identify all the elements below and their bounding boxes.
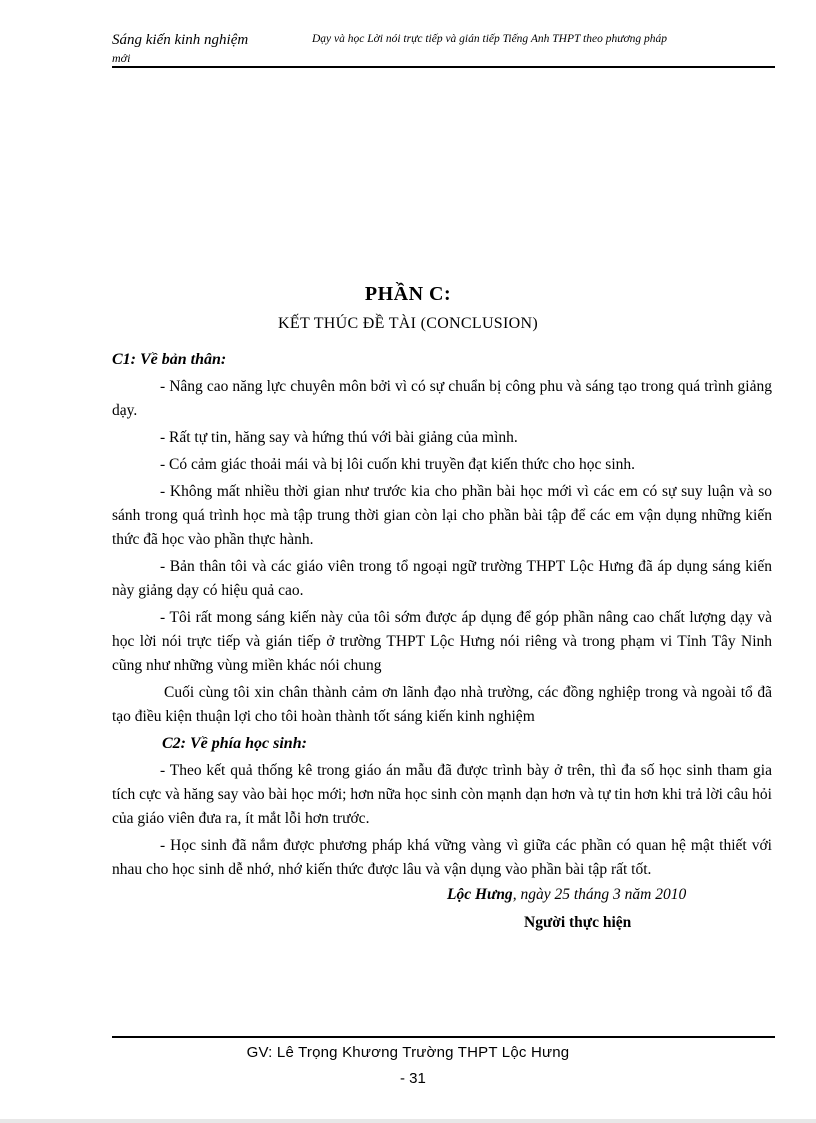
- c2-heading: C2: Về phía học sinh:: [162, 735, 307, 752]
- signoff-place: Lộc Hưng: [447, 886, 513, 903]
- c1-paragraph: - Bản thân tôi và các giáo viên trong tổ ngoại ngữ trường THPT Lộc Hưng đã áp dụng sáng kiến này giảng dạy có hiệu quả cao.: [112, 558, 772, 599]
- c1-paragraph: - Rất tự tin, hăng say và hứng thú với bài giảng của mình.: [160, 429, 518, 446]
- header-divider: [112, 66, 775, 68]
- signoff-date: , ngày 25 tháng 3 năm 2010: [512, 886, 687, 903]
- header-title: Dạy và học Lời nói trực tiếp và gián tiếp Tiếng Anh THPT theo phương pháp: [312, 33, 668, 45]
- c1-paragraph: - Nâng cao năng lực chuyên môn bởi vì có sự chuẩn bị công phu và sáng tạo trong quá trình giảng dạy.: [112, 378, 772, 419]
- c1-closing-paragraph: Cuối cùng tôi xin chân thành cảm ơn lãnh đạo nhà trường, các đồng nghiệp trong và ngoài tổ đã tạo điều kiện thuận lợi cho tôi hoàn thành tốt sáng kiến kinh nghiệm: [112, 684, 772, 725]
- part-title: PHẦN C:: [364, 283, 452, 305]
- page-number: - 31: [400, 1070, 426, 1087]
- c1-paragraph: - Không mất nhiều thời gian như trước kia cho phần bài học mới vì các em có sự suy luận và so sánh trong quá trình học mà tập trung thời gian còn lại cho phần bài tập để các em vận dụng những kiến thức đã học vào phần thực hành.: [112, 483, 772, 548]
- footer-text: GV: Lê Trọng Khương Trường THPT Lộc Hưng: [246, 1044, 570, 1061]
- c1-paragraph: - Có cảm giác thoải mái và bị lôi cuốn khi truyền đạt kiến thức cho học sinh.: [160, 456, 636, 473]
- c2-paragraph: - Theo kết quả thống kê trong giáo án mẫu đã được trình bày ở trên, thì đa số học sinh tham gia tích cực và hăng say vào bài học mới; hơn nữa học sinh còn mạnh dạn hơn và tự tin hơn khi trả lời câu hỏi của giáo viên đưa ra, ít mắt lỗi hơn trước.: [112, 762, 772, 827]
- signoff-place-date: [447, 886, 686, 904]
- signer-label: Người thực hiện: [524, 914, 632, 931]
- c1-paragraph: - Tôi rất mong sáng kiến này của tôi sớm được áp dụng để góp phần nâng cao chất lượng dạy và học lời nói trực tiếp và gián tiếp ở trường THPT Lộc Hưng nói riêng và trong phạm vi Tỉnh Tây Ninh cũng như những vùng miền khác nói chung: [112, 609, 772, 674]
- header-left-line2: mới: [112, 51, 131, 65]
- header-left-line1: Sáng kiến kinh nghiệm: [112, 32, 249, 48]
- section-title: KẾT THÚC ĐỀ TÀI (CONCLUSION): [278, 315, 538, 332]
- header-left: [112, 30, 248, 66]
- footer-divider: [112, 1036, 775, 1038]
- page-bottom-edge: [0, 1119, 816, 1123]
- c2-paragraph: - Học sinh đã nắm được phương pháp khá vững vàng vì giữa các phần có quan hệ mật thiết với nhau cho học sinh dễ nhớ, nhớ kiến thức được lâu và vận dụng vào phần bài tập rất tốt.: [112, 837, 772, 878]
- document-body: [112, 348, 772, 885]
- c1-heading: C1: Về bản thân:: [112, 351, 227, 368]
